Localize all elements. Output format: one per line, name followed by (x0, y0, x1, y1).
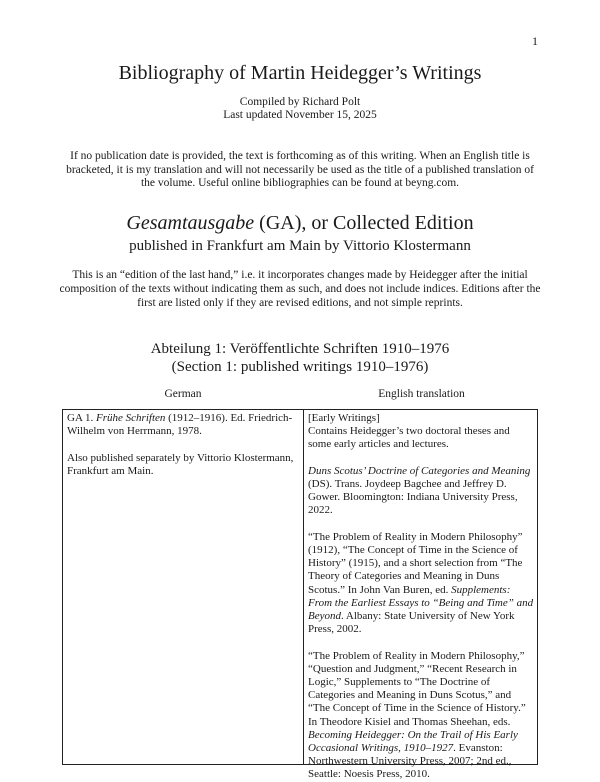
section-heading (0, 341, 600, 376)
english-cell (308, 412, 534, 782)
last-updated: Last updated November 15, 2025 (223, 109, 377, 121)
ga1-prefix: GA 1. (67, 412, 97, 424)
ga1-separate-edition-note: Also published separately by Vittorio Klostermann, Frankfurt am Main. (67, 451, 294, 477)
german-cell (67, 412, 299, 478)
ga-subtitle: published in Frankfurt am Main by Vittorio Klostermann (129, 238, 471, 254)
translation-3-details: . Evanston: Northwestern University Press, 2007; 2nd ed., Seattle: Noesis Press, 2010. (308, 742, 512, 781)
ga-heading-rest: (GA), or Collected Edition (254, 212, 474, 234)
document-title: Bibliography of Martin Heidegger’s Writings (118, 62, 482, 84)
edition-note: This is an “edition of the last hand,” i.e. it incorporates changes made by Heidegger after the initial composition of the texts without indicating them as such, and does not include indices. Editions after the first are listed only if they are revised editions, and not simple reprints. (59, 269, 541, 309)
translation-2 (308, 531, 534, 637)
column-header-german: German (164, 388, 202, 400)
section-heading-english: (Section 1: published writings 1910–1976) (171, 358, 429, 375)
intro-paragraph: If no publication date is provided, the text is forthcoming as of this writing. When an English title is bracketed, it is my translation and will not necessarily be used as the title of a published translation of the volume. Useful online bibliographies can be found at beyng.com. (66, 150, 534, 190)
bracketed-title: [Early Writings] (308, 412, 380, 424)
ga1-entry (67, 412, 299, 438)
translation-2-details: . Albany: State University of New York Press, 2002. (308, 610, 515, 636)
translation-2-contents: “The Problem of Reality in Modern Philosophy” (1912), “The Concept of Time in the Science of History” (1915), and a short selection from “The Theory of Categories and Meaning in Duns Scotus.” In John Van Buren, ed. (308, 530, 523, 596)
translation-3-title: Becoming Heidegger: On the Trail of His Early Occasional Writings, 1910–1927 (308, 728, 518, 755)
column-divider (303, 410, 304, 764)
ga1-details: (1912–1916). Ed. Friedrich-Wilhelm von Herrmann, 1978. (67, 412, 293, 438)
english-title-block (308, 412, 534, 452)
volume-description: Contains Heidegger’s two doctoral theses and some early articles and lectures. (308, 425, 510, 451)
bibliography-table (62, 409, 538, 781)
translation-1-details: (DS). Trans. Joydeep Bagchee and Jeffrey D. Gower. Bloomington: Indiana University Press, 2022. (308, 478, 518, 517)
ga-heading-italic: Gesamtausgabe (126, 212, 255, 234)
ga-heading (0, 212, 600, 235)
column-header-english: English translation (378, 388, 465, 400)
translation-1 (308, 465, 534, 518)
translation-3 (308, 650, 534, 782)
section-heading-german: Abteilung 1: Veröffentlichte Schriften 1910–1976 (150, 341, 450, 357)
translation-3-contents: “The Problem of Reality in Modern Philosophy,” “Question and Judgment,” “Recent Research in Logic,” Supplements to “The Doctrine of Categories and Meaning in Duns Scotus,” and “The Concept of Time in the Science of History.” In Theodore Kisiel and Thomas Sheehan, eds. (308, 649, 526, 728)
translation-1-title: Duns Scotus’ Doctrine of Categories and Meaning (308, 464, 531, 477)
compiled-by: Compiled by Richard Polt (239, 96, 361, 108)
page-number: 1 (532, 34, 538, 48)
ga1-title: Frühe Schriften (96, 412, 166, 424)
translation-2-title: Supplements: From the Earliest Essays to “Being and Time” and Beyond (308, 583, 534, 623)
